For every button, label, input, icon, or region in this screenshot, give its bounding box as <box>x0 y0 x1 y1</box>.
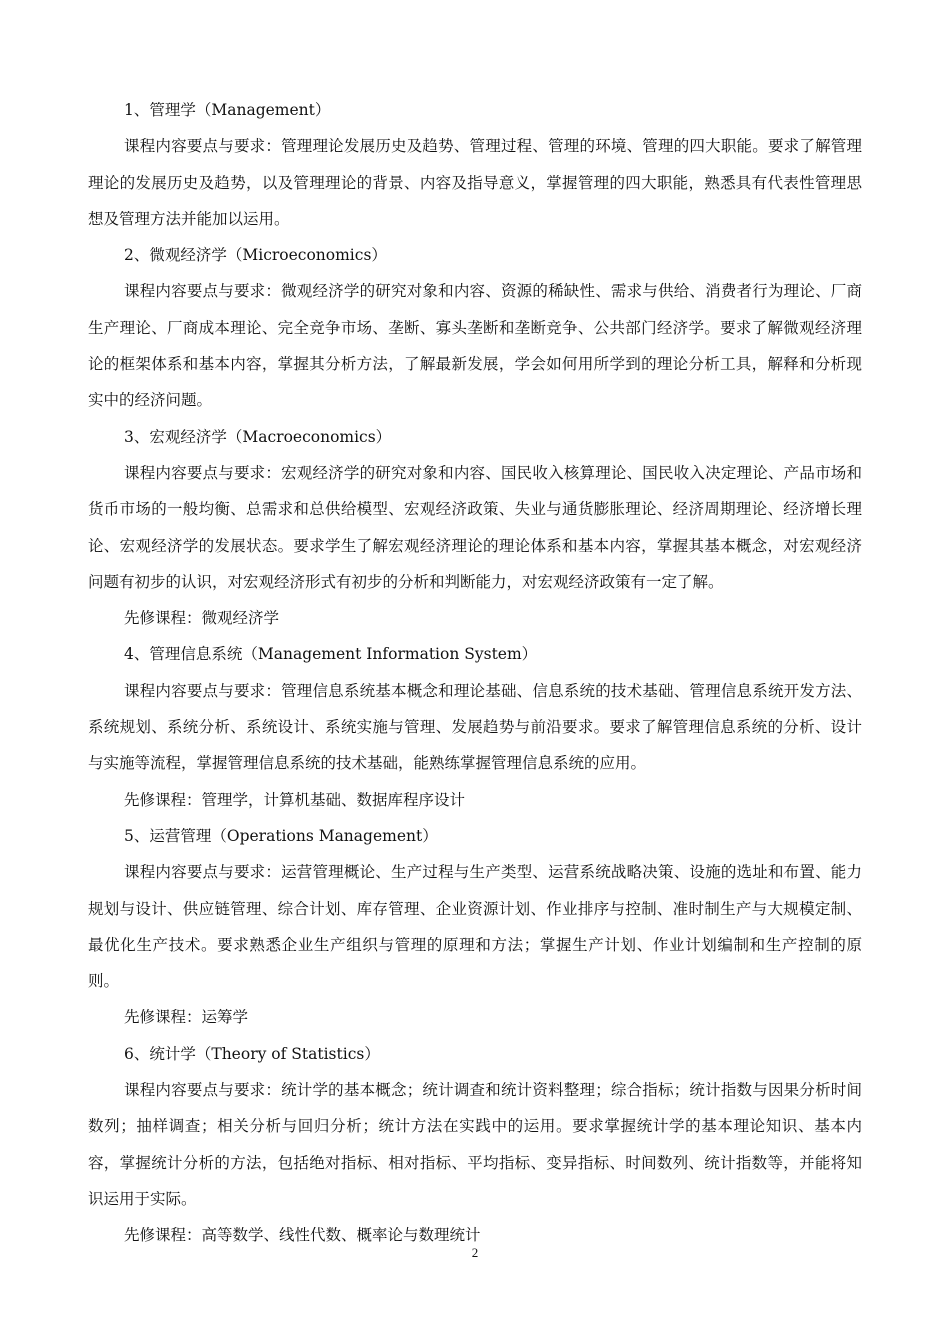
course-1-content: 课程内容要点与要求：管理理论发展历史及趋势、管理过程、管理的环境、管理的四大职能。要求了解管理理论的发展历史及趋势，以及管理理论的背景、内容及指导意义，掌握管理的四大职能，熟悉具有代表性管理思想及管理方法并能加以运用。 <box>88 137 862 228</box>
course-4-prereq: 先修课程：管理学，计算机基础、数据库程序设计 <box>124 790 466 809</box>
course-1-heading: 1、管理学（Management） <box>124 101 331 119</box>
page-number: 2 <box>471 1245 479 1260</box>
course-5-content: 课程内容要点与要求：运营管理概论、生产过程与生产类型、运营系统战略决策、设施的选址和布置、能力规划与设计、供应链管理、综合计划、库存管理、企业资源计划、作业排序与控制、准时制生产与大规模定制、最优化生产技术。要求熟悉企业生产组织与管理的原理和方法；掌握生产计划、作业计划编制和生产控制的原则。 <box>88 863 862 991</box>
course-6-content: 课程内容要点与要求：统计学的基本概念；统计调查和统计资料整理；综合指标；统计指数与因果分析时间数列；抽样调查；相关分析与回归分析；统计方法在实践中的运用。要求掌握统计学的基本理论知识、基本内容，掌握统计分析的方法，包括绝对指标、相对指标、平均指标、变异指标、时间数列、统计指数等，并能将知识运用于实际。 <box>88 1081 862 1208</box>
course-2-heading: 2、微观经济学（Microeconomics） <box>124 246 387 265</box>
course-3-prereq: 先修课程：微观经济学 <box>124 609 280 628</box>
course-5-prereq: 先修课程：运筹学 <box>124 1008 249 1027</box>
course-4-heading: 4、管理信息系统（Management Information System） <box>124 645 538 664</box>
course-4-content: 课程内容要点与要求：管理信息系统基本概念和理论基础、信息系统的技术基础、管理信息系统开发方法、系统规划、系统分析、系统设计、系统实施与管理、发展趋势与前沿要求。要求了解管理信息系统的分析、设计与实施等流程，掌握管理信息系统的技术基础，能熟练掌握管理信息系统的应用。 <box>88 681 862 773</box>
course-6-heading: 6、统计学（Theory of Statistics） <box>124 1044 380 1063</box>
course-6-prereq: 先修课程：高等数学、线性代数、概率论与数理统计 <box>124 1226 481 1245</box>
course-5-heading: 5、运营管理（Operations Management） <box>124 826 438 845</box>
course-list <box>88 92 862 1254</box>
course-3-heading: 3、宏观经济学（Macroeconomics） <box>124 427 392 446</box>
course-2-content: 课程内容要点与要求：微观经济学的研究对象和内容、资源的稀缺性、需求与供给、消费者行为理论、厂商生产理论、厂商成本理论、完全竞争市场、垄断、寡头垄断和垄断竞争、公共部门经济学。要求了解微观经济理论的框架体系和基本内容，掌握其分析方法，了解最新发展，学会如何用所学到的理论分析工具，解释和分析现实中的经济问题。 <box>88 282 862 410</box>
course-3-content: 课程内容要点与要求：宏观经济学的研究对象和内容、国民收入核算理论、国民收入决定理论、产品市场和货币市场的一般均衡、总需求和总供给模型、宏观经济政策、失业与通货膨胀理论、经济周期理论、经济增长理论、宏观经济学的发展状态。要求学生了解宏观经济理论的理论体系和基本内容，掌握其基本概念，对宏观经济问题有初步的认识，对宏观经济形式有初步的分析和判断能力，对宏观经济政策有一定了解。 <box>88 463 862 591</box>
